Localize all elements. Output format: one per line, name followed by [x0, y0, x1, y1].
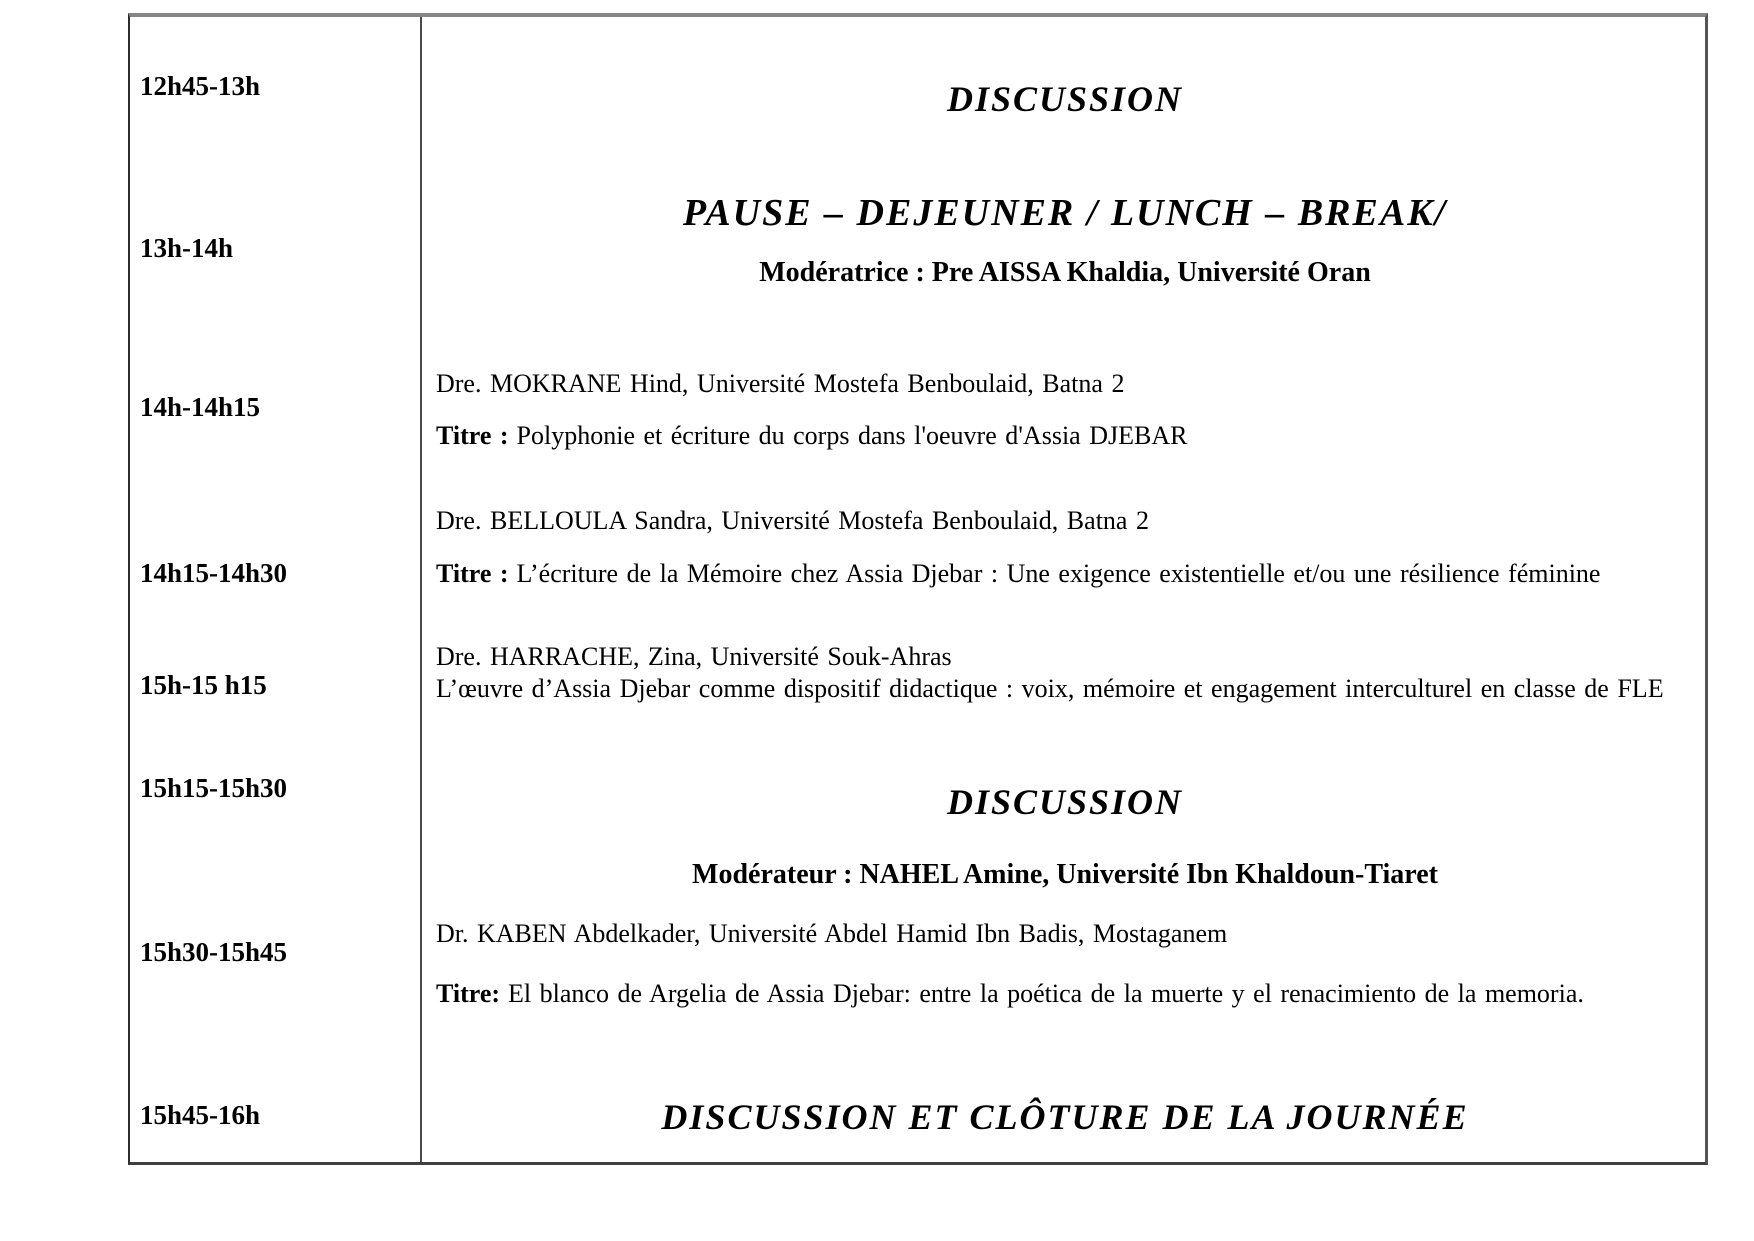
title-label: Titre : — [436, 421, 509, 450]
time-14h15-14h30: 14h15-14h30 — [140, 558, 288, 588]
speaker-line-kaben: Dr. KABEN Abdelkader, Université Abdel Hamid Ibn Badis, Mostaganem — [436, 919, 1228, 948]
closing-heading: DISCUSSION ET CLÔTURE DE LA JOURNÉE — [661, 1097, 1469, 1137]
title-text: Polyphonie et écriture du corps dans l'oeuvre d'Assia DJEBAR — [516, 421, 1188, 450]
discussion-heading-1: DISCUSSION — [946, 79, 1184, 119]
moderator-line-aissa: Modératrice : Pre AISSA Khaldia, Université Oran — [759, 257, 1371, 288]
time-15h15-15h30: 15h15-15h30 — [140, 773, 288, 803]
speaker-line-harrache: Dre. HARRACHE, Zina, Université Souk-Ahras — [436, 642, 952, 671]
title-text: El blanco de Argelia de Assia Djebar: entre la poética de la muerte y el renacimiento de la memoria. — [508, 979, 1584, 1008]
moderator-line-nahel: Modérateur : NAHEL Amine, Université Ibn Khaldoun-Tiaret — [692, 859, 1438, 890]
discussion-heading-2: DISCUSSION — [946, 782, 1184, 822]
speaker-line-belloula: Dre. BELLOULA Sandra, Université Mostefa Benboulaid, Batna 2 — [436, 506, 1149, 535]
lunch-break-heading: PAUSE – DEJEUNER / LUNCH – BREAK/ — [682, 192, 1448, 234]
time-15h45-16h: 15h45-16h — [140, 1100, 261, 1130]
speaker-line-mokrane: Dre. MOKRANE Hind, Université Mostefa Benboulaid, Batna 2 — [436, 369, 1125, 398]
time-12h45-13h: 12h45-13h — [140, 71, 261, 101]
time-14h-14h15: 14h-14h15 — [140, 392, 261, 422]
column-divider — [420, 17, 422, 1162]
talk-title-harrache: L’œuvre d’Assia Djebar comme dispositif didactique : voix, mémoire et engagement interculturel en classe de FLE — [436, 674, 1664, 703]
title-text: L’écriture de la Mémoire chez Assia Djebar : Une exigence existentielle et/ou une résilience féminine — [516, 559, 1601, 588]
time-15h-15h15: 15h-15 h15 — [140, 670, 267, 700]
talk-title-mokrane — [436, 420, 1694, 453]
time-13h-14h: 13h-14h — [140, 233, 234, 263]
title-label: Titre : — [436, 559, 509, 588]
talk-title-kaben — [436, 978, 1694, 1011]
time-15h30-15h45: 15h30-15h45 — [140, 937, 288, 967]
talk-title-belloula — [436, 558, 1694, 591]
title-label: Titre: — [436, 979, 501, 1008]
